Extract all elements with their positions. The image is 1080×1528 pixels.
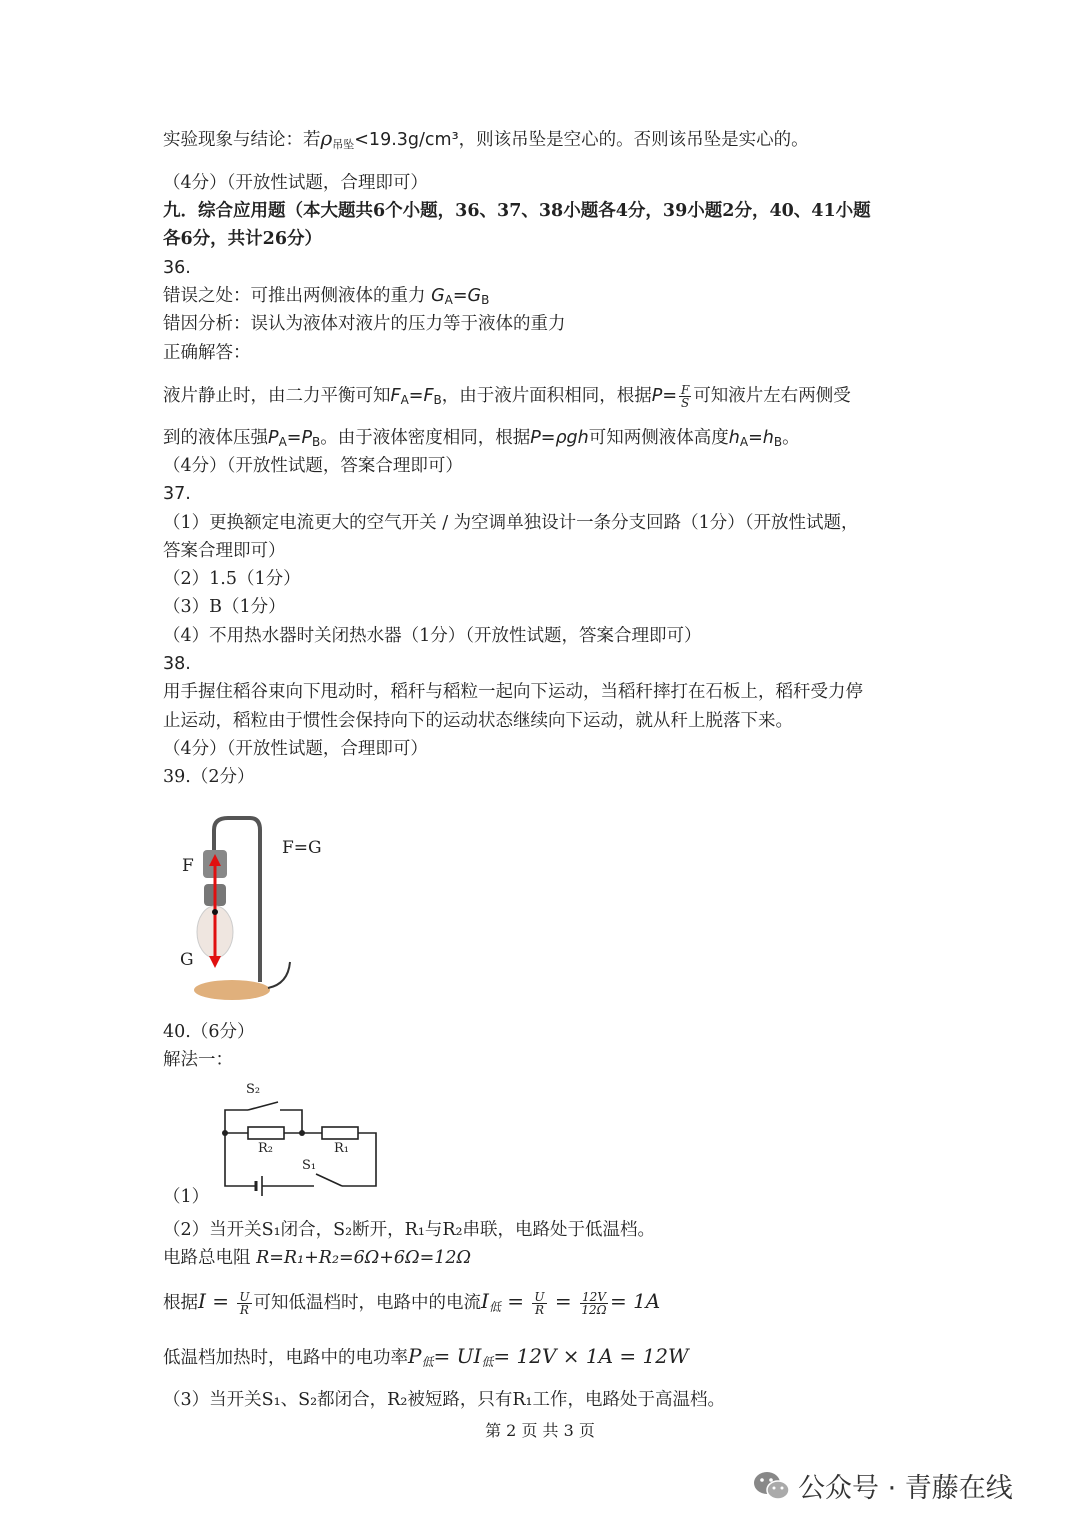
sub-low: 低 [481, 1355, 494, 1369]
answer-item: （3）当开关S₁、S₂都闭合，R₂被短路，只有R₁工作，电路处于高温档。 [163, 1390, 726, 1410]
rho-subscript: 吊坠 [332, 138, 355, 151]
answer-paragraph-cont: 止运动，稻粒由于惯性会保持向下的运动状态继续向下运动，就从秆上脱落下来。 [163, 711, 793, 731]
label-r2: R₂ [258, 1141, 273, 1156]
density-value: <19.3g/cm³ [354, 130, 459, 150]
text: 可知低温档时，电路中的电流 [253, 1293, 482, 1313]
answer-paragraph: 用手握住稻谷束向下甩动时，稻秆与稻粒一起向下运动，当稻秆摔打在石板上，稻秆受力停 [163, 682, 863, 702]
switch-s1 [316, 1174, 342, 1186]
formula: $h_A=h_B$ [728, 428, 783, 449]
page-footer: 第 2 页 共 3 页 [485, 1421, 595, 1440]
wire [225, 1110, 248, 1133]
rho-symbol: ρ [320, 126, 333, 150]
label-s1: S₁ [302, 1158, 317, 1173]
resistor-r2 [248, 1127, 284, 1139]
formula: $G_A=G_B$ [431, 286, 490, 307]
error-cause: 错因分析：误认为液体对液片的压力等于液体的重力 [163, 314, 566, 334]
formula: $F_A=F_B$ [390, 386, 442, 407]
text: 根据 [163, 1293, 198, 1313]
answer-item: （3）B（1分） [163, 597, 286, 617]
denominator: S [681, 396, 690, 410]
sub-low: 低 [488, 1300, 501, 1314]
label-s2: S₂ [246, 1082, 261, 1097]
answer-item: （1） [163, 1187, 210, 1207]
answer-item: （4）不用热水器时关闭热水器（1分）（开放性试题，答案合理即可） [163, 626, 702, 646]
arrow-head-down [209, 956, 221, 968]
score-note: （4分）（开放性试题，答案合理即可） [163, 456, 463, 476]
junction [299, 1130, 305, 1136]
text: 液片静止时，由二力平衡可知 [163, 386, 391, 406]
power-line: 低温档加热时，电路中的电功率$P_低= UI_低= 12V \times 1A = 12W$ [163, 1344, 689, 1369]
question-number: 38. [163, 654, 191, 674]
score-note: （4分）（开放性试题，合理即可） [163, 173, 428, 193]
fraction-u-r [532, 1291, 546, 1316]
text: 电路总电阻 [163, 1248, 251, 1268]
question-number: 39.（2分） [163, 767, 255, 787]
question-number: 37. [163, 484, 191, 504]
lamp-base [194, 980, 270, 1000]
text: 。由于液体密度相同，根据 [320, 428, 531, 448]
formula-i: I [481, 1289, 489, 1313]
resistor-r1 [322, 1127, 358, 1139]
text: ，则该吊坠是空心的。否则该吊坠是实心的。 [458, 130, 809, 150]
section-heading-cont: 各6分，共计26分） [163, 229, 323, 249]
watermark [752, 1466, 1013, 1505]
formula: $P_A=P_B$ [268, 428, 321, 449]
solution-label: 解法一： [163, 1050, 233, 1070]
numerator: U [239, 1290, 250, 1304]
denominator: 12Ω [581, 1303, 607, 1317]
answer-item-cont: 答案合理即可） [163, 541, 286, 561]
score-note: （4分）（开放性试题，合理即可） [163, 739, 428, 759]
answer-line-1 [163, 382, 851, 414]
circuit-svg [210, 1078, 390, 1208]
formula: = UI [433, 1344, 482, 1368]
text: 低温档加热时，电路中的电功率 [163, 1348, 408, 1368]
text: 到的液体压强 [163, 428, 268, 448]
cable [268, 962, 290, 988]
formula: P=ρgh [530, 428, 589, 448]
formula: R=R₁+R₂=6Ω+6Ω=12Ω [256, 1248, 472, 1268]
center-dot [212, 909, 218, 915]
conclusion-line [163, 124, 809, 159]
wechat-icon [752, 1469, 792, 1503]
numerator: 12V [582, 1290, 606, 1304]
text: 可知两侧液体高度 [588, 428, 729, 448]
label-f-equals-g: F=G [282, 838, 322, 858]
watermark-text: 公众号 · 青藤在线 [798, 1473, 1013, 1504]
answer-item: （2）1.5（1分） [163, 569, 301, 589]
text: 可知液片左右两侧受 [693, 386, 851, 406]
denominator: R [239, 1303, 249, 1317]
current-line: 根据I = $\frac{U}{R}$ 可知低温档时，电路中的电流$I_低$ = $\frac{U}{R}$ = $\frac{12V}{12\Omega}$ = 1A [163, 1289, 661, 1317]
formula-result: = 12V × 1A = 12W [493, 1344, 689, 1368]
fraction-u-r [237, 1291, 251, 1316]
sub-low: 低 [421, 1355, 434, 1369]
denominator: R [534, 1303, 544, 1317]
total-resistance-line [163, 1244, 471, 1272]
numerator: F [680, 383, 690, 397]
question-number: 36. [163, 258, 191, 278]
answer-item: （2）当开关S₁闭合，S₂断开，R₁与R₂串联，电路处于低温档。 [163, 1220, 656, 1240]
label-g: G [180, 950, 194, 970]
text: ，由于液片面积相同，根据 [441, 386, 652, 406]
section-heading: 九．综合应用题（本大题共6个小题，36、37、38小题各4分，39小题2分，40、41小题 [163, 201, 871, 221]
switch-s2 [248, 1102, 278, 1110]
answer-item: （1）更换额定电流更大的空气开关 / 为空调单独设计一条分支回路（1分）（开放性试题， [163, 513, 859, 533]
circuit-diagram [210, 1078, 390, 1208]
numerator: U [534, 1290, 545, 1304]
fraction-12v-12ohm [580, 1291, 608, 1316]
label-f: F [182, 856, 194, 876]
text: 实验现象与结论：若 [163, 130, 321, 150]
formula-i: I [198, 1289, 206, 1313]
text: 。 [782, 428, 800, 448]
correct-answer-label: 正确解答： [163, 343, 251, 363]
question-number: 40.（6分） [163, 1022, 255, 1042]
levitating-lamp-figure [170, 812, 330, 1007]
text: 错误之处：可推出两侧液体的重力 [163, 286, 426, 306]
junction [222, 1130, 228, 1136]
fraction [679, 384, 691, 409]
formula: P= [651, 386, 677, 406]
wire [225, 1133, 256, 1186]
formula-result: = 1A [609, 1289, 661, 1313]
label-r1: R₁ [334, 1141, 349, 1156]
